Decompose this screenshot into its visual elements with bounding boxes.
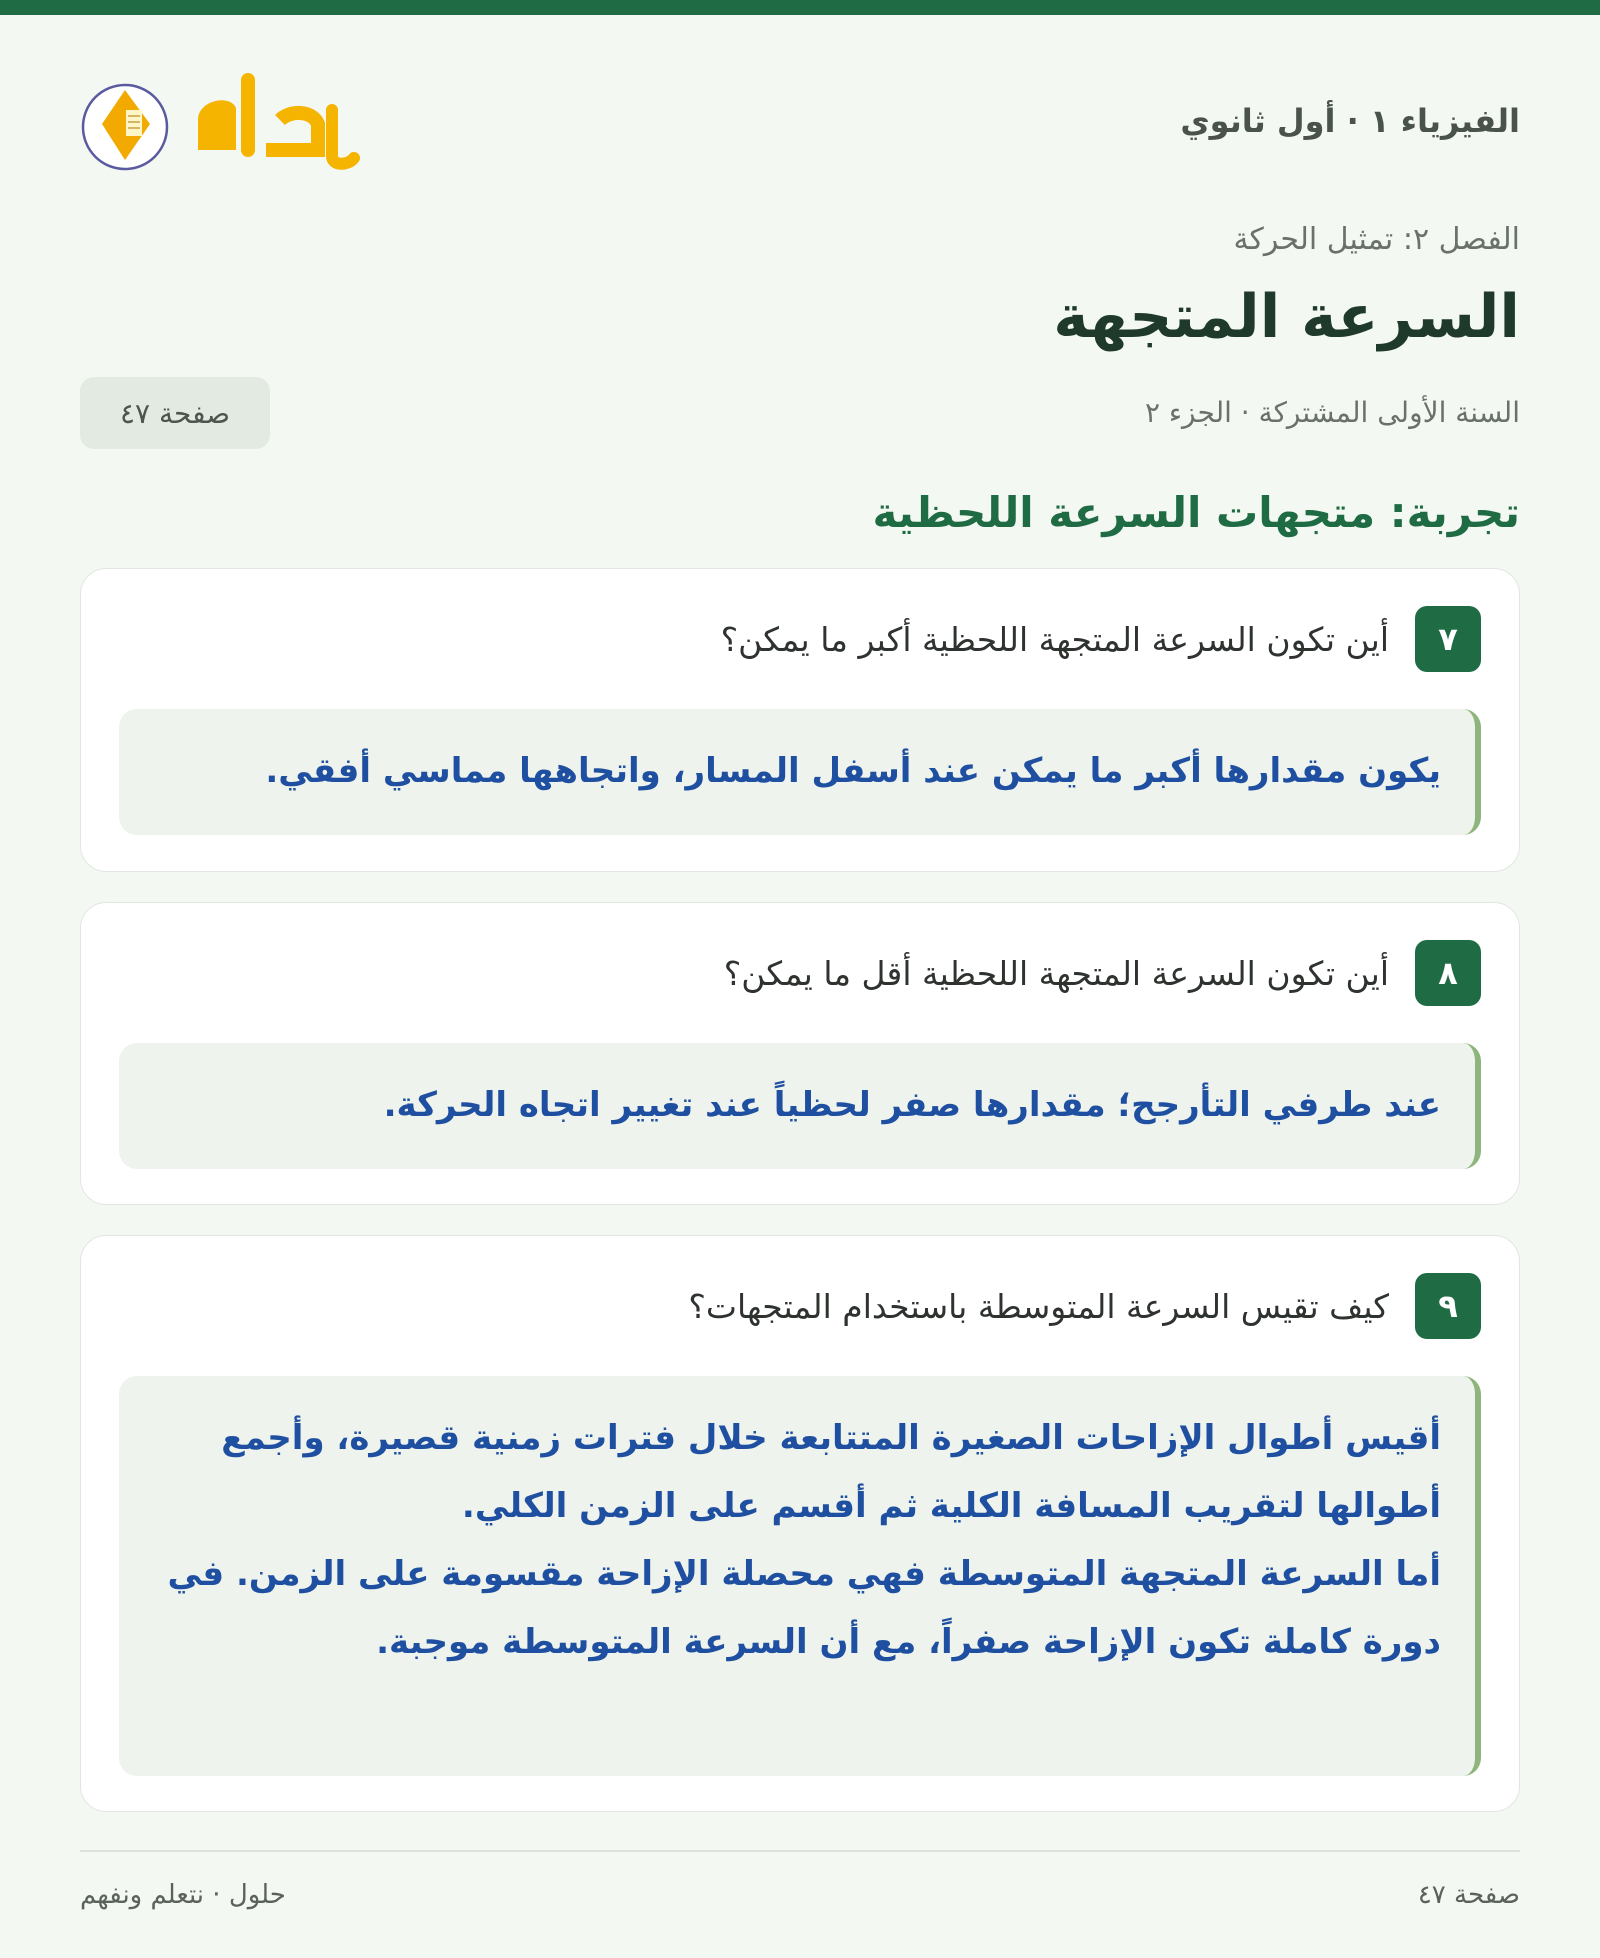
question-number: ٨ — [1415, 940, 1481, 1006]
question-number: ٩ — [1415, 1273, 1481, 1339]
subject-title: الفيزياء ١ · أول ثانوي — [1180, 102, 1520, 140]
top-accent-bar — [0, 0, 1600, 15]
question-card — [80, 1235, 1520, 1812]
answer-text: عند طرفي التأرجح؛ مقدارها صفر لحظياً عند تغيير اتجاه الحركة. — [383, 1085, 1441, 1125]
footer-brand: حلول · نتعلم ونفهم — [80, 1880, 286, 1910]
section-title: تجربة: متجهات السرعة اللحظية — [872, 488, 1520, 537]
question-card — [80, 902, 1520, 1205]
lesson-title: السرعة المتجهة — [1053, 282, 1520, 352]
footer-page-number: صفحة ٤٧ — [1417, 1880, 1520, 1910]
grade-label: السنة الأولى المشتركة · الجزء ٢ — [1144, 396, 1520, 429]
question-number: ٧ — [1415, 606, 1481, 672]
page-header — [80, 60, 1520, 185]
answer-text: يكون مقدارها أكبر ما يمكن عند أسفل المسار، واتجاهها مماسي أفقي. — [265, 751, 1441, 791]
answer-box — [119, 709, 1481, 835]
page-badge: صفحة ٤٧ — [80, 377, 270, 449]
footer-divider — [80, 1850, 1520, 1852]
hulul-logo — [80, 60, 365, 180]
chapter-label: الفصل ٢: تمثيل الحركة — [1233, 222, 1520, 257]
question-text: أين تكون السرعة المتجهة اللحظية أكبر ما يمكن؟ — [720, 619, 1389, 659]
answer-text: أما السرعة المتجهة المتوسطة فهي محصلة الإزاحة مقسومة على الزمن. في دورة كاملة تكون الإزاحة صفراً، مع أن السرعة المتوسطة موجبة. — [167, 1554, 1441, 1662]
answer-box — [119, 1043, 1481, 1169]
answer-box — [119, 1376, 1481, 1776]
question-card — [80, 568, 1520, 872]
question-text: أين تكون السرعة المتجهة اللحظية أقل ما يمكن؟ — [723, 953, 1389, 993]
question-text: كيف تقيس السرعة المتوسطة باستخدام المتجهات؟ — [688, 1286, 1389, 1326]
answer-text: أقيس أطوال الإزاحات الصغيرة المتتابعة خلال فترات زمنية قصيرة، وأجمع أطوالها لتقريب المسافة الكلية ثم أقسم على الزمن الكلي. — [221, 1418, 1441, 1526]
